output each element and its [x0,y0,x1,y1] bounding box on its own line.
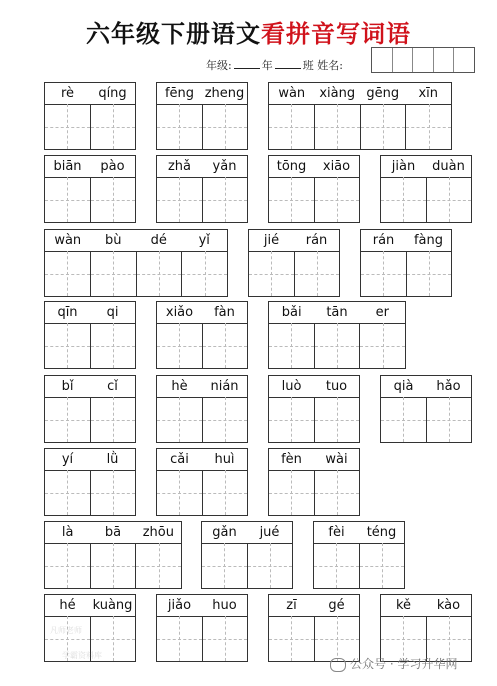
writing-cell [45,104,91,149]
pinyin-syllable: wàn [54,233,82,248]
word-box [44,229,228,297]
pinyin-syllable: zheng [204,86,245,101]
pinyin-syllable: tān [326,305,348,320]
writing-cell [203,104,248,149]
writing-cell [45,177,91,222]
writing-cell [248,543,293,588]
pinyin-row [361,230,451,252]
pinyin-row [45,156,135,178]
pinyin-row [269,449,359,471]
pinyin-syllable: fèn [281,452,302,467]
word-box [156,301,248,369]
writing-cell [427,177,472,222]
word-box [201,521,293,589]
writing-cell [269,470,315,515]
writing-cell [361,104,407,149]
pinyin-syllable: bā [104,525,122,540]
pinyin-syllable: kào [436,598,461,613]
writing-cell [269,616,315,661]
watermark-left: 凡师老师 学霸资料库 [50,626,102,660]
pinyin-syllable: pào [100,159,125,174]
writing-cell [91,397,136,442]
writing-cell [91,251,137,296]
pinyin-row [45,302,135,324]
pinyin-row [202,522,292,544]
pinyin-syllable: fàng [413,233,444,248]
name-box [371,47,475,73]
writing-cell [315,397,360,442]
word-box [156,375,248,443]
writing-cell [314,543,360,588]
pinyin-row [269,156,359,178]
pinyin-syllable: xiāo [322,159,351,174]
writing-cell [203,616,248,661]
pinyin-syllable: jiàn [391,159,416,174]
student-info: 年级: 年 班 姓名: [206,59,343,72]
pinyin-syllable: qi [106,305,119,320]
pinyin-syllable: bù [105,233,122,248]
writing-cell [203,397,248,442]
pinyin-syllable: hǎo [436,379,461,394]
word-box [268,82,452,150]
pinyin-row [381,595,471,617]
pinyin-syllable: kuàng [92,598,133,613]
writing-cell [157,323,203,368]
pinyin-syllable: fēng [164,86,195,101]
pinyin-syllable: rán [305,233,328,248]
pinyin-syllable: wài [325,452,348,467]
pinyin-row [157,83,247,105]
pinyin-syllable: zī [286,598,297,613]
word-box [380,594,472,662]
pinyin-syllable: wàn [278,86,306,101]
pinyin-row [269,595,359,617]
pinyin-row [314,522,404,544]
writing-cell [203,323,248,368]
word-box [44,448,136,516]
writing-cell [137,251,183,296]
pinyin-syllable: yí [61,452,74,467]
page-title: 六年级下册语文看拼音写词语 [86,19,411,48]
word-box [44,155,136,223]
pinyin-row [269,376,359,398]
pinyin-syllable: xiǎo [165,305,194,320]
pinyin-row [45,449,135,471]
writing-cell [91,104,136,149]
pinyin-row [249,230,339,252]
pinyin-syllable: gēng [366,86,400,101]
pinyin-syllable: hé [59,598,76,613]
wechat-icon [330,658,346,672]
writing-cell [45,543,91,588]
pinyin-syllable: fàn [214,305,235,320]
writing-cell [315,104,361,149]
word-box [268,448,360,516]
word-box [268,594,360,662]
pinyin-syllable: xiàng [319,86,356,101]
word-box [156,594,248,662]
writing-cell [295,251,340,296]
word-box [44,521,182,589]
writing-cell [427,397,472,442]
word-box [156,448,248,516]
pinyin-syllable: zhǎ [167,159,192,174]
writing-cell [45,323,91,368]
pinyin-syllable: gǎn [212,525,237,540]
writing-cell [361,251,407,296]
writing-cell [91,543,137,588]
pinyin-syllable: rè [60,86,75,101]
pinyin-syllable: hè [171,379,188,394]
pinyin-syllable: bǐ [61,379,74,394]
pinyin-syllable: lǜ [106,452,119,467]
writing-cell [315,177,360,222]
writing-cell [157,177,203,222]
pinyin-syllable: biān [53,159,82,174]
writing-cell [360,543,405,588]
writing-cell [360,323,405,368]
pinyin-syllable: zhōu [142,525,174,540]
pinyin-syllable: rán [372,233,395,248]
pinyin-syllable: yǐ [198,233,210,248]
pinyin-row [45,230,227,252]
pinyin-row [157,156,247,178]
word-box [156,155,248,223]
word-box [313,521,405,589]
pinyin-row [45,83,135,105]
pinyin-syllable: qíng [98,86,127,101]
pinyin-row [45,522,181,544]
pinyin-syllable: téng [366,525,397,540]
pinyin-syllable: tōng [276,159,307,174]
pinyin-syllable: cǐ [107,379,118,394]
writing-cell [269,397,315,442]
pinyin-syllable: jié [263,233,280,248]
pinyin-syllable: luò [281,379,302,394]
word-box [380,375,472,443]
writing-cell [157,397,203,442]
word-box [268,155,360,223]
pinyin-syllable: bǎi [281,305,302,320]
pinyin-row [381,376,471,398]
pinyin-syllable: yǎn [212,159,237,174]
word-box [268,301,406,369]
writing-cell [249,251,295,296]
pinyin-syllable: cǎi [170,452,189,467]
writing-cell [203,177,248,222]
word-box [44,82,136,150]
pinyin-row [157,302,247,324]
writing-cell [315,470,360,515]
pinyin-row [157,376,247,398]
watermark-right: 公众号 · 学习升华网 [330,655,457,672]
writing-cell [381,397,427,442]
word-box [360,229,452,297]
writing-cell [269,323,315,368]
pinyin-syllable: nián [210,379,239,394]
pinyin-syllable: qià [393,379,414,394]
pinyin-syllable: huì [214,452,235,467]
pinyin-syllable: huo [212,598,237,613]
writing-cell [381,177,427,222]
pinyin-syllable: kě [395,598,412,613]
writing-cell [269,104,315,149]
pinyin-syllable: dé [150,233,167,248]
word-box [156,82,248,150]
writing-cell [45,470,91,515]
pinyin-syllable: fèi [328,525,345,540]
pinyin-syllable: gé [328,598,345,613]
pinyin-syllable: qīn [57,305,78,320]
writing-cell [45,397,91,442]
pinyin-syllable: er [375,305,389,320]
word-box [44,301,136,369]
writing-cell [182,251,227,296]
writing-cell [157,104,203,149]
writing-cell [203,470,248,515]
pinyin-syllable: jué [259,525,280,540]
writing-cell [406,104,451,149]
writing-cell [91,470,136,515]
pinyin-row [157,449,247,471]
pinyin-syllable: tuo [325,379,348,394]
word-box [268,375,360,443]
writing-cell [91,323,136,368]
word-box [44,375,136,443]
pinyin-row [269,83,451,105]
word-box [380,155,472,223]
writing-cell [157,616,203,661]
pinyin-syllable: jiǎo [167,598,192,613]
pinyin-row [269,302,405,324]
pinyin-row [157,595,247,617]
pinyin-syllable: xīn [418,86,439,101]
pinyin-row [45,376,135,398]
writing-cell [45,251,91,296]
writing-cell [157,470,203,515]
pinyin-row [381,156,471,178]
writing-cell [315,323,361,368]
writing-cell [269,177,315,222]
writing-cell [407,251,452,296]
pinyin-syllable: duàn [432,159,465,174]
pinyin-syllable: là [61,525,74,540]
word-box [248,229,340,297]
writing-cell [136,543,181,588]
writing-cell [91,177,136,222]
writing-cell [202,543,248,588]
